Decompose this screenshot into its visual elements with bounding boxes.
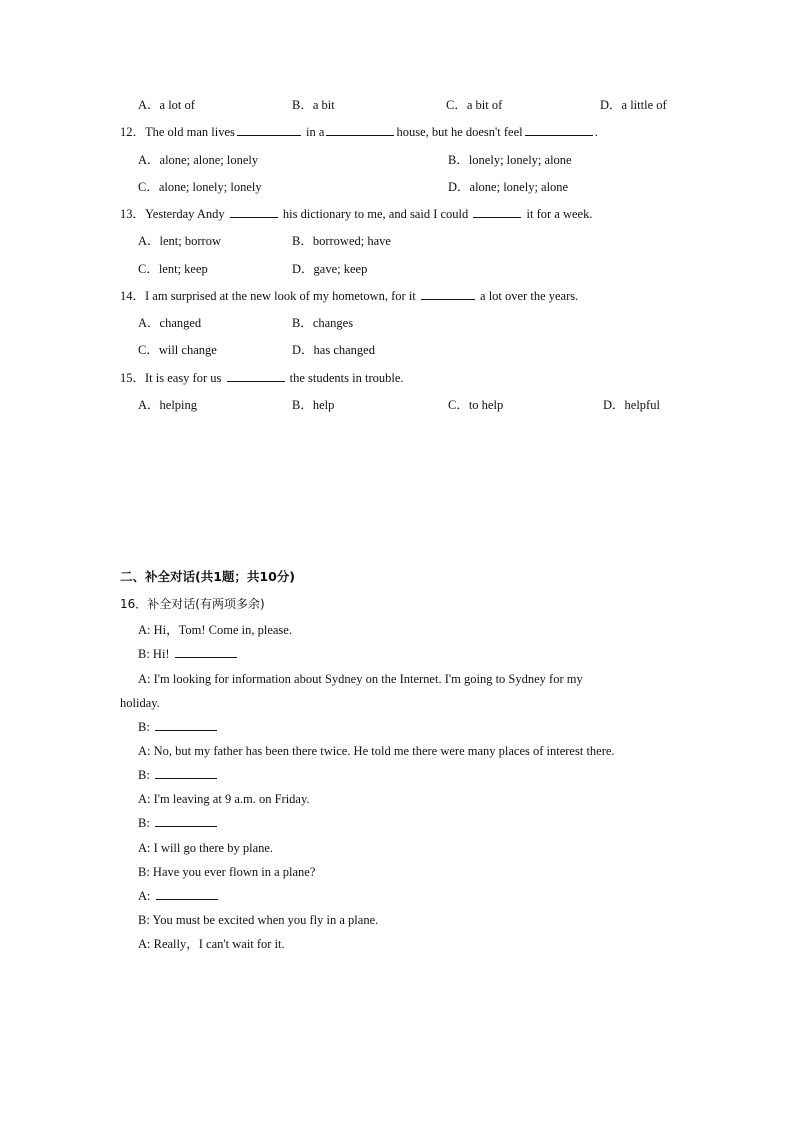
q15-option-a: A．helping bbox=[138, 398, 198, 412]
dialogue-line-1: A: Hi，Tom! Come in, please. bbox=[138, 623, 292, 637]
q12-stem bbox=[120, 124, 598, 140]
q14-option-b: B．changes bbox=[292, 316, 354, 330]
q15-option-c: C．to help bbox=[448, 398, 504, 412]
q14-text-1: 14．I am surprised at the new look of my hometown, for it bbox=[120, 289, 416, 303]
answer-blank-3 bbox=[155, 767, 217, 779]
q13-text-2: his dictionary to me, and said I could bbox=[282, 207, 469, 221]
q13-blank-2 bbox=[473, 206, 521, 218]
q14-option-d: D．has changed bbox=[292, 343, 375, 357]
dialogue-line-4 bbox=[138, 719, 219, 735]
answer-blank-1 bbox=[175, 646, 237, 658]
q11-option-d: D．a little of bbox=[600, 98, 667, 112]
dialogue-speaker-text: B: bbox=[138, 816, 150, 830]
dialogue-line-3-continued: holiday. bbox=[120, 696, 160, 710]
q13-option-c: C．lent; keep bbox=[138, 262, 208, 276]
q13-stem bbox=[120, 206, 592, 222]
q15-option-b: B．help bbox=[292, 398, 335, 412]
dialogue-line-11 bbox=[138, 888, 220, 904]
dialogue-speaker-text: B: bbox=[138, 768, 150, 782]
dialogue-line-12: B: You must be excited when you fly in a plane. bbox=[138, 913, 379, 927]
q12-option-d: D．alone; lonely; alone bbox=[448, 180, 569, 194]
dialogue-line-5: A: No, but my father has been there twice. He told me there were many places of interest there. bbox=[138, 744, 615, 758]
q12-blank-1 bbox=[237, 124, 301, 136]
q15-stem bbox=[120, 370, 404, 386]
q14-option-a: A．changed bbox=[138, 316, 202, 330]
dialogue-line-8 bbox=[138, 815, 219, 831]
dialogue-line-3: A: I'm looking for information about Sydney on the Internet. I'm going to Sydney for my bbox=[138, 672, 583, 686]
q12-text-4: . bbox=[594, 125, 598, 139]
dialogue-line-9: A: I will go there by plane. bbox=[138, 841, 274, 855]
q14-blank-1 bbox=[421, 288, 475, 300]
q13-blank-1 bbox=[230, 206, 278, 218]
dialogue-line-6 bbox=[138, 767, 219, 783]
dialogue-speaker-text: B: bbox=[138, 720, 150, 734]
q12-option-b: B．lonely; lonely; alone bbox=[448, 153, 572, 167]
q12-blank-2 bbox=[326, 124, 394, 136]
q14-text-2: a lot over the years. bbox=[480, 289, 579, 303]
q13-text-1: 13．Yesterday Andy bbox=[120, 207, 225, 221]
q12-option-c: C．alone; lonely; lonely bbox=[138, 180, 262, 194]
dialogue-line-13: A: Really，I can't wait for it. bbox=[138, 937, 285, 951]
dialogue-speaker-text: A: bbox=[138, 889, 151, 903]
dialogue-line-10: B: Have you ever flown in a plane? bbox=[138, 865, 316, 879]
q13-option-d: D．gave; keep bbox=[292, 262, 368, 276]
q13-option-b: B．borrowed; have bbox=[292, 234, 391, 248]
dialogue-line-7: A: I'm leaving at 9 a.m. on Friday. bbox=[138, 792, 310, 806]
q11-option-b: B．a bit bbox=[292, 98, 335, 112]
q12-blank-3 bbox=[525, 124, 593, 136]
q12-text-1: 12．The old man lives bbox=[120, 125, 235, 139]
dialogue-speaker-text: B: Hi! bbox=[138, 647, 170, 661]
q15-blank-1 bbox=[227, 370, 285, 382]
q12-option-a: A．alone; alone; lonely bbox=[138, 153, 259, 167]
q13-text-3: it for a week. bbox=[526, 207, 593, 221]
answer-blank-2 bbox=[155, 719, 217, 731]
q14-stem bbox=[120, 288, 578, 304]
q16-title: 16．补全对话(有两项多余) bbox=[120, 597, 265, 611]
q11-option-a: A．a lot of bbox=[138, 98, 195, 112]
q15-text-2: the students in trouble. bbox=[289, 371, 404, 385]
q15-option-d: D．helpful bbox=[603, 398, 660, 412]
q14-option-c: C．will change bbox=[138, 343, 217, 357]
q13-option-a: A．lent; borrow bbox=[138, 234, 221, 248]
q15-text-1: 15．It is easy for us bbox=[120, 371, 222, 385]
q12-text-2: in a bbox=[306, 125, 325, 139]
q11-option-c: C．a bit of bbox=[446, 98, 503, 112]
dialogue-line-2 bbox=[138, 646, 239, 662]
answer-blank-4 bbox=[155, 815, 217, 827]
answer-blank-5 bbox=[156, 888, 218, 900]
q12-text-3: house, but he doesn't feel bbox=[396, 125, 523, 139]
section-heading: 二、补全对话(共1题；共10分) bbox=[120, 569, 296, 584]
